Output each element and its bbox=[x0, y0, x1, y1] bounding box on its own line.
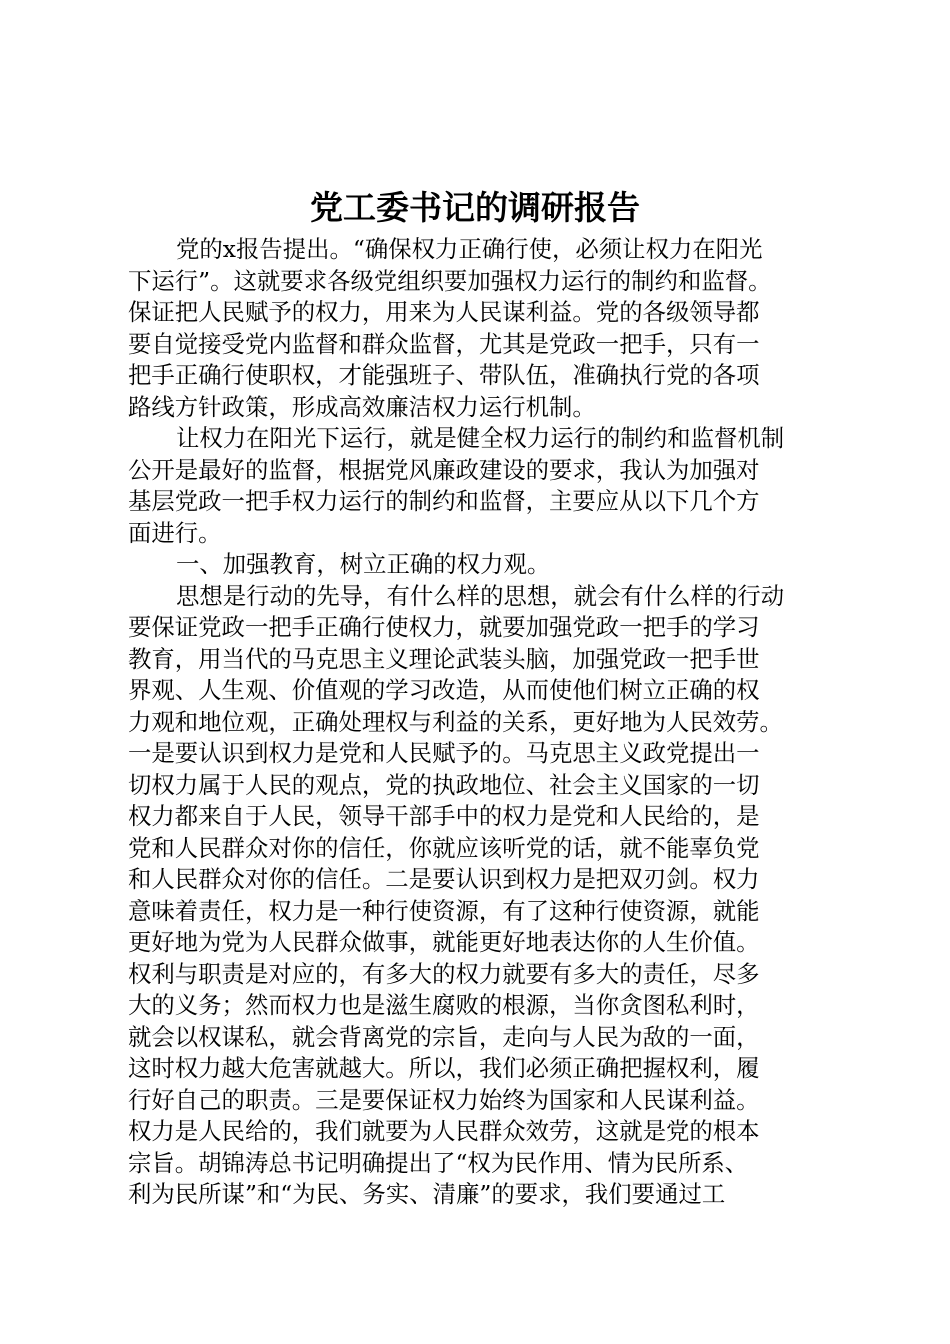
text-line: 面进行。 bbox=[128, 518, 222, 547]
text-line: 切权力属于人民的观点，党的执政地位、社会主义国家的一切 bbox=[128, 770, 760, 799]
text-line: 教育，用当代的马克思主义理论武装头脑，加强党政一把手世 bbox=[128, 644, 760, 673]
text-line: 意味着责任，权力是一种行使资源，有了这种行使资源，就能 bbox=[128, 896, 760, 925]
text-line: 宗旨。胡锦涛总书记明确提出了“权为民作用、情为民所系、 bbox=[128, 1148, 749, 1177]
text-line: 行好自己的职责。三是要保证权力始终为国家和人民谋利益。 bbox=[128, 1085, 760, 1114]
text-line: 把手正确行使职权，才能强班子、带队伍，准确执行党的各项 bbox=[128, 361, 760, 389]
text-line: 一、加强教育，树立正确的权力观。 bbox=[176, 550, 551, 578]
text-line: 权利与职责是对应的，有多大的权力就要有多大的责任，尽多 bbox=[128, 959, 760, 988]
text-line: 要自觉接受党内监督和群众监督，尤其是党政一把手，只有一 bbox=[128, 329, 760, 358]
text-line: 路线方针政策，形成高效廉洁权力运行机制。 bbox=[128, 392, 596, 421]
text-line: 利为民所谋”和“为民、务实、清廉”的要求，我们要通过工 bbox=[128, 1180, 726, 1208]
text-line: 这时权力越大危害就越大。所以，我们必须正确把握权利，履 bbox=[128, 1054, 760, 1082]
text-line: 公开是最好的监督，根据党风廉政建设的要求，我认为加强对 bbox=[128, 455, 760, 484]
text-line: 就会以权谋私，就会背离党的宗旨，走向与人民为敌的一面， bbox=[128, 1022, 760, 1051]
document-body bbox=[128, 234, 838, 1211]
text-line: 界观、人生观、价值观的学习改造，从而使他们树立正确的权 bbox=[128, 676, 760, 704]
text-line: 权力是人民给的，我们就要为人民群众效劳，这就是党的根本 bbox=[128, 1117, 760, 1145]
text-line: 要保证党政一把手正确行使权力，就要加强党政一把手的学习 bbox=[128, 613, 760, 641]
text-line: 更好地为党为人民群众做事，就能更好地表达你的人生价值。 bbox=[128, 928, 760, 956]
text-line: 思想是行动的先导，有什么样的思想，就会有什么样的行动 bbox=[176, 581, 785, 610]
text-line: 党和人民群众对你的信任，你就应该听党的话，就不能辜负党 bbox=[128, 833, 760, 862]
text-line: 基层党政一把手权力运行的制约和监督，主要应从以下几个方 bbox=[128, 487, 760, 515]
text-line: 让权力在阳光下运行，就是健全权力运行的制约和监督机制 bbox=[176, 424, 785, 452]
text-line: 大的义务；然而权力也是滋生腐败的根源，当你贪图私利时， bbox=[128, 991, 760, 1019]
text-line: 保证把人民赋予的权力，用来为人民谋利益。党的各级领导都 bbox=[128, 298, 760, 326]
text-line: 一是要认识到权力是党和人民赋予的。马克思主义政党提出一 bbox=[128, 739, 760, 767]
text-line: 力观和地位观，正确处理权与利益的关系，更好地为人民效劳。 bbox=[128, 707, 783, 736]
text-line: 和人民群众对你的信任。二是要认识到权力是把双刃剑。权力 bbox=[128, 865, 760, 893]
text-line: 党的x报告提出。“确保权力正确行使，必须让权力在阳光 bbox=[176, 235, 763, 263]
document-title: 党工委书记的调研报告 bbox=[310, 188, 640, 227]
text-line: 权力都来自于人民，领导干部手中的权力是党和人民给的，是 bbox=[128, 802, 760, 830]
text-line: 下运行”。这就要求各级党组织要加强权力运行的制约和监督。 bbox=[128, 266, 772, 295]
